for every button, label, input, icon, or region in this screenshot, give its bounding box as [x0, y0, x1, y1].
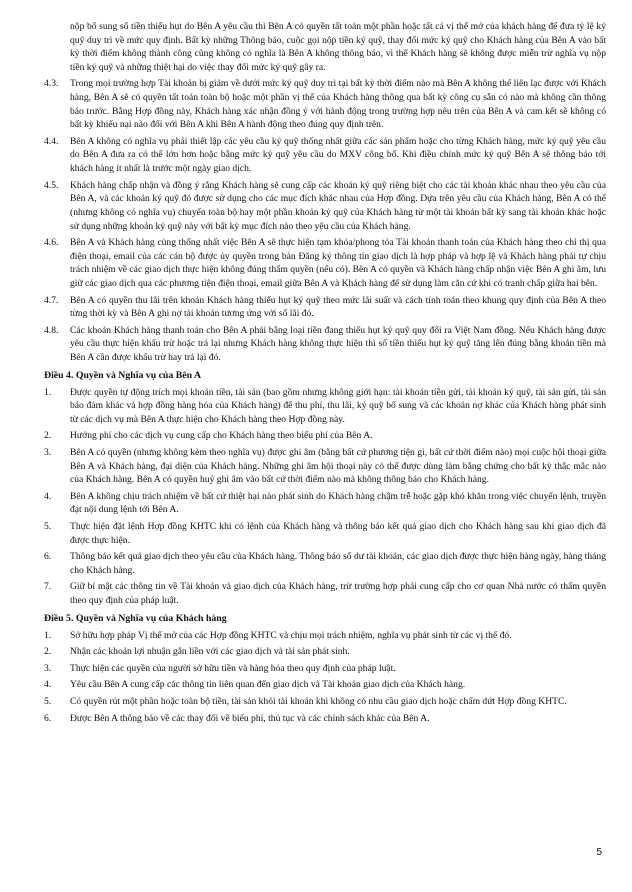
page-number: 5 — [596, 847, 602, 858]
article-4-heading: Điều 4. Quyền và Nghĩa vụ của Bên A — [44, 369, 202, 381]
list-item — [44, 520, 606, 547]
item-text: Bên A có quyền (nhưng không kèm theo nghĩa vụ) được ghi âm (bằng bất cứ phương tiện gì, bất cứ thời điểm nào) mọi cuộc hội thoại giữa Bên A và Khách hàng, đại diện của Khách hàng. Những ghi âm hội thoại này có thể được dùng làm bằng chứng cho bất kỳ thắc mắc nào của Khách hàng. Bên A có quyền huỷ ghi âm vào bất cứ thời điểm nào mà không thông báo cho Khách hàng. — [70, 446, 606, 486]
list-item — [44, 386, 606, 427]
item-number: 2. — [44, 430, 52, 442]
item-number: 5. — [44, 521, 52, 533]
list-item — [44, 490, 606, 517]
item-text: Trong mọi trường hợp Tài khoản bị giảm về dưới mức ký quỹ duy trì tại bất kỳ thời điểm nào mà Bên A không thể liên lạc được với Khách hàng, Bên A sẽ có quyền tất toán toàn bộ hoặc một phần vị thế của Khách hàng thông qua bất kỳ công cụ sẵn có nào mà không cần thông báo trước. Bằng Hợp đồng này, Khách hàng xác nhận đồng ý với hành động trong trường hợp nêu trên của Bên A và cam kết sẽ không có bất kỳ khiếu nại nào đối với Bên A khi Bên A hành động theo đúng quy định trên. — [70, 78, 606, 131]
item-number: 1. — [44, 386, 52, 398]
list-item — [44, 236, 606, 290]
article-5-items — [44, 629, 606, 726]
item-number: 4. — [44, 490, 52, 502]
item-text: Giữ bí mật các thông tin về Tài khoản và giao dịch của Khách hàng, trừ trường hợp phải cung cấp cho cơ quan Nhà nước có thẩm quyền theo quy định của pháp luật. — [70, 581, 606, 607]
continuation-paragraph: nộp bổ sung số tiền thiếu hụt do Bên A yêu cầu thì Bên A có quyền tất toán một phần hoặc tất cả vị thế mở của khách hàng để đưa tỷ lệ ký quỹ duy trì về mức quy định. Bất kỳ những Thông báo, cuộc gọi nộp tiền ký quỹ, thay đổi mức ký quỹ cho Khách hàng của Bên A vào bất kỳ thời điểm không thành công cũng không có nghĩa là Bên A không thông báo, vì thế Khách hàng sẽ không được miễn trừ nghĩa vụ nộp tiền ký quỹ và những thiệt hại do việc thay đổi mức ký quỹ gây ra. — [70, 21, 606, 73]
list-item — [44, 662, 606, 676]
item-text: Yêu cầu Bên A cung cấp các thông tin liên quan đến giao dịch và Tài khoản giao dịch của Khách hàng. — [70, 679, 466, 691]
list-item — [44, 695, 606, 709]
item-text: Sở hữu hợp pháp Vị thế mở của các Hợp đồng KHTC và chịu mọi trách nhiệm, nghĩa vụ phát sinh từ các vị thế đó. — [70, 629, 512, 641]
item-number: 4.8. — [44, 324, 59, 336]
item-text: Được Bên A thông báo về các thay đổi về biểu phí, thủ tục và các chính sách khác của Bên A. — [70, 712, 430, 724]
item-number: 4.6. — [44, 237, 59, 249]
item-text: Có quyền rút một phần hoặc toàn bộ tiền, tài sản khỏi tài khoản khi không có nhu cầu giao dịch hoặc chấm dứt Hợp đồng KHTC. — [70, 696, 567, 708]
list-item — [44, 580, 606, 607]
item-number: 4. — [44, 679, 52, 691]
list-item — [44, 645, 606, 659]
item-number: 5. — [44, 696, 52, 708]
list-item — [44, 294, 606, 321]
item-number: 2. — [44, 646, 52, 658]
list-item — [44, 550, 606, 577]
item-text: Hưởng phí cho các dịch vụ cung cấp cho Khách hàng theo biểu phí của Bên A. — [70, 430, 373, 442]
list-item — [44, 135, 606, 176]
list-item — [44, 179, 606, 233]
item-number: 1. — [44, 629, 52, 641]
item-text: Thông báo kết quả giao dịch theo yêu cầu của Khách hàng. Thông báo số dư tài khoản, các giao dịch được thực hiện hàng ngày, hàng tháng cho Khách hàng. — [70, 551, 606, 576]
item-text: Bên A có quyền thu lãi trên khoản Khách hàng thiếu hụt ký quỹ theo mức lãi suất và cách tính toán theo khung quy định của Bên A theo từng thời kỳ và Bên A ghi nợ tài khoản tương ứng với số lãi đó. — [70, 294, 606, 320]
item-text: Bên A không chịu trách nhiệm về bất cứ thiệt hại nào phát sinh do Khách hàng chậm trễ hoặc gặp khó khăn trong việc chuyển lệnh, truyền đạt nội dung lệnh tới Bên A. — [70, 490, 606, 516]
list-item — [44, 629, 606, 643]
item-text: Bên A không có nghĩa vụ phải thiết lập các yêu cầu ký quỹ thống nhất giữa các sản phẩm hoặc cho từng Khách hàng, mức ký quỹ yêu cầu do Bên A đưa ra có thể lớn hơn hoặc bằng mức ký quỹ yêu cầu do MXV công bố. Khi điều chỉnh mức ký quỹ Bên A sẽ thông báo tới khách hàng ít nhất là trước một ngày giao dịch. — [70, 135, 606, 175]
list-item — [44, 712, 606, 726]
list-item — [44, 324, 606, 365]
item-number: 3. — [44, 446, 52, 458]
item-number: 4.5. — [44, 179, 59, 191]
list-item — [44, 446, 606, 487]
item-text: Khách hàng chấp nhận và đồng ý rằng Khách hàng sẽ cung cấp các khoản ký quỹ riêng biệt cho các tài khoản khác nhau theo yêu cầu của Bên A, và các khoản ký quỹ đó được sử dụng cho các mục đích khác nhau của Hợp đồng. Dựa trên yêu cầu của Khách hàng, Bên A có thể (nhưng không có nghĩa vụ) chuyển toàn bộ hay một phần khoản ký quỹ của Khách hàng từ một tài khoản bất kỳ sang tài khoản khác hoặc sử dụng những khoản ký quỹ này với bất kỳ mục đích nào theo yêu cầu của Khách hàng. — [70, 179, 606, 232]
section-4x-items — [44, 77, 606, 364]
list-item — [44, 77, 606, 131]
item-number: 6. — [44, 712, 52, 724]
list-item — [44, 429, 606, 443]
item-number: 4.7. — [44, 294, 59, 306]
item-text: Bên A và Khách hàng cùng thống nhất việc Bên A sẽ thực hiện tạm khóa/phong tỏa Tài khoản thanh toán của Khách hàng theo chỉ thị qua điện thoại, email của các cán bộ được ủy quyền trong bản Đăng ký thông tin giao dịch là hợp pháp và hợp lệ và Khách hàng phải tự chịu trách nhiệm về các giao dịch thực hiện không đúng thẩm quyền (nếu có). Bên A có quyền và Khách hàng chấp nhận việc Bên A ghi âm, lưu giữ các giao dịch qua các phương tiện điện thoại, email giữa Bên A và Khách hàng để sử dụng làm căn cứ khi có tranh chấp giữa hai bên. — [70, 237, 606, 289]
item-text: Thực hiện đặt lệnh Hợp đồng KHTC khi có lệnh của Khách hàng và thông báo kết quả giao dịch cho Khách hàng sau khi giao dịch đã được thực hiện. — [70, 521, 606, 546]
item-text: Nhận các khoản lợi nhuận gắn liền với các giao dịch và tài sản phát sinh. — [70, 646, 350, 658]
list-item — [44, 678, 606, 692]
item-number: 4.3. — [44, 78, 59, 90]
article-4-items — [44, 386, 606, 608]
item-number: 6. — [44, 551, 52, 563]
item-text: Được quyền tự động trích mọi khoản tiền, tài sản (bao gồm nhưng không giới hạn: tài khoản tiền gửi, tài khoản ký quỹ, tài sản gửi, tài sản bảo đảm khác và hợp đồng hàng hóa của Khách hàng) để thu phí, thu lãi, ký quỹ bổ sung và các khoản nợ khác của Khách hàng phát sinh từ các dịch vụ mà Bên A thực hiện cho Khách hàng theo Hợp đồng này. — [70, 386, 606, 425]
item-number: 7. — [44, 581, 52, 593]
article-5-heading: Điều 5. Quyền và Nghĩa vụ của Khách hàng — [44, 612, 227, 624]
item-text: Thực hiện các quyền của người sở hữu tiền và hàng hóa theo quy định của pháp luật. — [70, 662, 396, 674]
item-text: Các khoản Khách hàng thanh toán cho Bên A phải bằng loại tiền đang thiếu hụt ký quỹ quy đổi ra Việt Nam đồng. Nếu Khách hàng được yêu cầu thực hiện khấu trừ hoặc trả lại nhưng Khách hàng không thực hiện thì số tiền thiếu hụt ký quỹ tăng lên đúng bằng khoản tiền mà Bên A cần được khấu trừ hay trả lại đó. — [70, 324, 606, 364]
item-number: 4.4. — [44, 135, 59, 147]
item-number: 3. — [44, 662, 52, 674]
